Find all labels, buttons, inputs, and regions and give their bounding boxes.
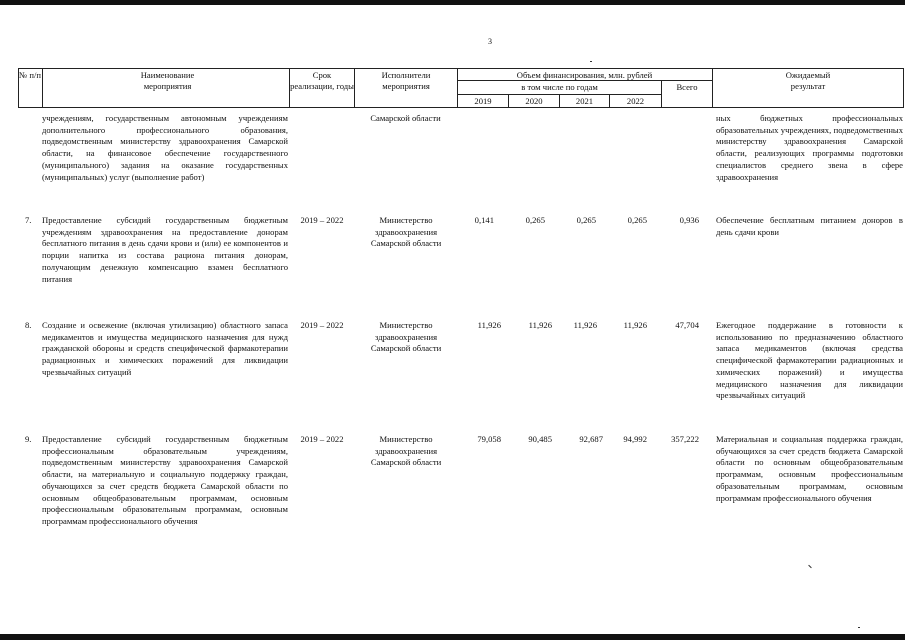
row-value-2019: 79,058 [477,434,501,444]
header-year-2021: 2021 [575,96,594,106]
row-number: 9. [25,434,32,444]
row-exec: Министерство здравоохранения Самарской области [370,434,442,468]
header-result: Ожидаемый результат [785,70,831,91]
header-fin-sub: в том числе по годам [521,82,598,92]
continued-row-result: ных бюджетных профессиональных образовательных учреждениях, подведомственных министерству здравоохранения Самарской области, реализующих программы подготовки специалистов среднего звена в сфере здравоохранения [716,113,903,182]
page-number: 3 [488,37,492,46]
bottom-scan-border [0,634,905,640]
row-result: Материальная и социальная поддержка граждан, обучающихся за счет средств бюджета Самарской области по основным общеобразовательным программам, основным профессиональным образовательным программам, основным программам профессионального обучения [716,434,903,503]
col-divider [903,68,904,108]
col-divider [712,68,713,108]
row-number: 8. [25,320,32,330]
row-term: 2019 – 2022 [300,320,344,330]
row-term: 2019 – 2022 [300,434,344,444]
row-name: Предоставление субсидий государственным бюджетным профессиональным образовательным учреждениям, подведомственным министерству здравоохранения Самарской области, на материальную и социальную поддержку граждан, обучающихся за счет средств бюджета Самарской области по основным общеобразовательным программам, основным профессиональным образовательным программам, основным программам профессионального обучения [42,434,288,526]
header-fin: Объем финансирования, млн. рублей [516,70,653,80]
header-year-2019: 2019 [474,96,492,106]
col-divider [354,68,355,108]
scan-speck [808,565,812,569]
row-value-2021: 11,926 [573,320,597,330]
header-bottom-border [18,107,903,108]
header-term: Срок реализации, годы [290,70,354,91]
continued-row-exec: Самарской области [370,113,441,123]
continued-row-name: учреждениям, государственным автономным учреждениям дополнительного профессионального образования, подведомственным министерству здравоохранения Самарской области, на финансовое обеспечение государственного (муниципального) задания на оказание государственных (муниципальных) услуг (выполнение работ) [42,113,288,182]
row-value-2019: 11,926 [477,320,501,330]
row-value-2022: 0,265 [627,215,647,225]
row-value-2022: 11,926 [623,320,647,330]
top-scan-border [0,0,905,5]
row-result: Обеспечение бесплатным питанием доноров в день сдачи крови [716,215,903,237]
scan-speck [590,61,592,62]
row-value-2021: 92,687 [579,434,603,444]
row-exec: Министерство здравоохранения Самарской области [370,320,442,354]
row-value-total: 0,936 [679,215,699,225]
row-value-2020: 90,485 [528,434,552,444]
row-value-total: 357,222 [671,434,699,444]
row-result: Ежегодное поддержание в готовности к использованию по предназначению областного запаса медикаментов (включая средства специфической фармакотерапии радиационных и химических поражений) и имущества медицинского назначения для ликвидации чрезвычайных ситуаций [716,320,903,401]
row-value-total: 47,704 [675,320,699,330]
col-divider [42,68,43,108]
row-value-2021: 0,265 [576,215,596,225]
row-value-2020: 0,265 [525,215,545,225]
header-year-2022: 2022 [626,96,645,106]
header-name: Наименование мероприятия [140,70,195,91]
row-name: Предоставление субсидий государственным бюджетным учреждениям здравоохранения на предоставление донорам бесплатного питания в день сдачи крови и (или) ее компонентов и порции напитка из состава рациона питания донорам, получающим денежную компенсацию взамен бесплатного питания [42,215,288,284]
row-exec: Министерство здравоохранения Самарской области [370,215,442,249]
row-term: 2019 – 2022 [300,215,344,225]
table-top-border [18,68,903,69]
scan-speck [858,627,860,628]
row-value-2019: 0,141 [474,215,494,225]
row-name: Создание и освежение (включая утилизацию) областного запаса медикаментов и имущества медицинского назначения для нужд гражданской обороны и средств специфической фармакотерапии радиационных и химических поражений для ликвидации чрезвычайных ситуаций [42,320,288,377]
row-value-2022: 94,992 [623,434,647,444]
header-total: Всего [676,82,698,92]
header-num: № п/п [19,70,41,80]
header-exec: Исполнители мероприятия [381,70,431,91]
row-value-2020: 11,926 [528,320,552,330]
header-year-2020: 2020 [525,96,543,106]
row-number: 7. [25,215,32,225]
